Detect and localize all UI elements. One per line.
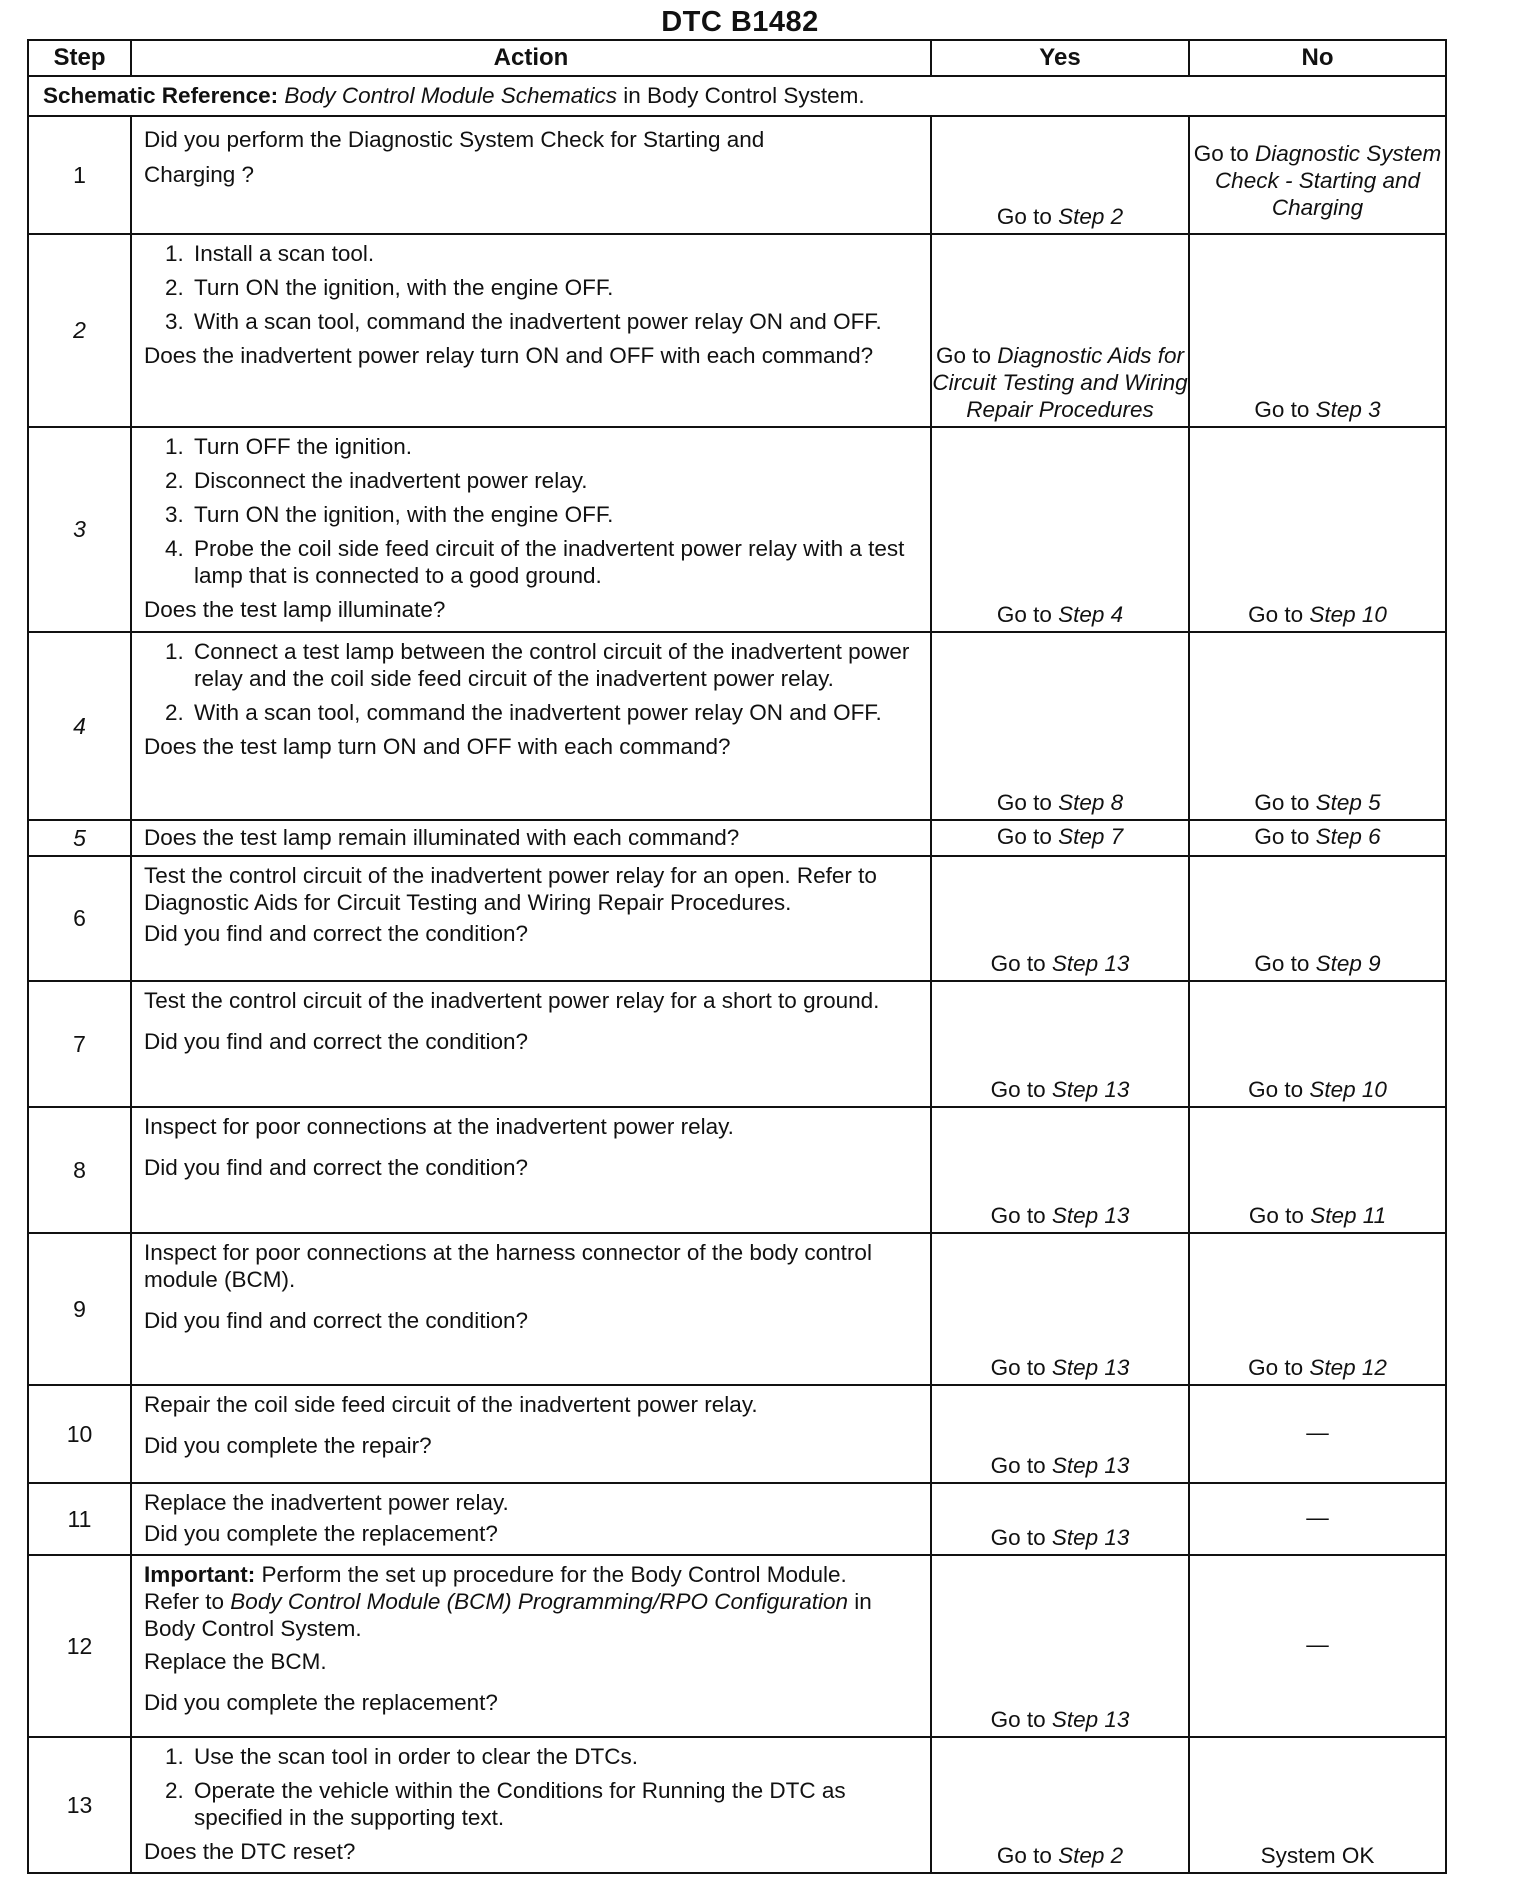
header-action: Action <box>131 40 931 76</box>
table-row <box>28 1483 1446 1555</box>
no-cell: System OK <box>1189 1737 1446 1873</box>
list-item: 1. Turn OFF the ignition. <box>190 433 922 460</box>
instruction-list <box>144 638 922 726</box>
list-item: 2. With a scan tool, command the inadvertent power relay ON and OFF. <box>190 699 922 726</box>
step-number: 5 <box>28 820 131 856</box>
table-row <box>28 1385 1446 1483</box>
step-number: 7 <box>28 981 131 1107</box>
action-cell <box>131 981 931 1107</box>
instruction-text: Repair the coil side feed circuit of the inadvertent power relay. <box>144 1392 758 1417</box>
goto-label: Go to <box>1254 951 1316 976</box>
goto-label: Go to <box>996 204 1059 229</box>
yes-target: Step 13 <box>1051 1203 1130 1228</box>
no-cell <box>1189 234 1446 427</box>
goto-label: Go to <box>990 1203 1052 1228</box>
yes-cell <box>931 427 1189 632</box>
goto-label: Go to <box>1254 790 1316 815</box>
yes-target: Step 13 <box>1051 1077 1130 1102</box>
yes-target: Step 13 <box>1051 1453 1130 1478</box>
no-cell <box>1189 116 1446 234</box>
yes-target: Step 13 <box>1051 1355 1130 1380</box>
goto-label: Go to <box>990 1453 1052 1478</box>
step-number: 6 <box>28 856 131 981</box>
list-item: 1. Use the scan tool in order to clear the DTCs. <box>190 1743 922 1770</box>
step-number: 8 <box>28 1107 131 1233</box>
no-target: Step 11 <box>1310 1203 1387 1228</box>
important-text: Perform the set up procedure for the Body Control Module. Refer to <box>144 1562 847 1614</box>
goto-label: Go to <box>1248 602 1310 627</box>
no-cell: — <box>1189 1483 1446 1555</box>
action-cell <box>131 234 931 427</box>
question-text: Did you complete the repair? <box>144 1433 432 1458</box>
instruction-text: Replace the BCM. <box>144 1649 327 1674</box>
schematic-link: Body Control Module Schematics <box>284 83 618 108</box>
diagnostic-table <box>27 39 1447 1874</box>
goto-label: Go to <box>990 1707 1052 1732</box>
table-row <box>28 116 1446 234</box>
yes-cell <box>931 1483 1189 1555</box>
step-number: 2 <box>28 234 131 427</box>
goto-label: Go to <box>1248 1355 1310 1380</box>
no-cell <box>1189 632 1446 820</box>
schematic-row <box>28 76 1446 116</box>
no-cell <box>1189 820 1446 856</box>
important-label: Important: <box>144 1562 256 1587</box>
step-number: 11 <box>28 1483 131 1555</box>
table-row <box>28 1107 1446 1233</box>
goto-label: Go to <box>996 790 1059 815</box>
table-row <box>28 1555 1446 1737</box>
yes-cell <box>931 116 1189 234</box>
header-no: No <box>1189 40 1446 76</box>
yes-target: Step 2 <box>1058 204 1124 229</box>
yes-target: Step 8 <box>1058 790 1124 815</box>
step-number: 1 <box>28 116 131 234</box>
no-target: Step 9 <box>1315 951 1381 976</box>
action-cell <box>131 427 931 632</box>
goto-label: Go to <box>996 602 1059 627</box>
yes-cell <box>931 1555 1189 1737</box>
instruction-list <box>144 1743 922 1831</box>
yes-cell <box>931 1107 1189 1233</box>
table-row <box>28 427 1446 632</box>
important-note <box>144 1561 884 1642</box>
no-cell <box>1189 856 1446 981</box>
list-item: 4. Probe the coil side feed circuit of the inadvertent power relay with a test lamp that is connected to a good ground. <box>190 535 922 589</box>
action-cell <box>131 1107 931 1233</box>
table-row <box>28 856 1446 981</box>
question-text: Does the test lamp remain illuminated with each command? <box>144 825 740 850</box>
action-cell <box>131 820 931 856</box>
yes-cell <box>931 1233 1189 1385</box>
list-item: 1. Connect a test lamp between the control circuit of the inadvertent power relay and the coil side feed circuit of the inadvertent power relay. <box>190 638 922 692</box>
table-row <box>28 632 1446 820</box>
table-row <box>28 1737 1446 1873</box>
step-number: 9 <box>28 1233 131 1385</box>
no-cell <box>1189 427 1446 632</box>
goto-label: Go to <box>990 951 1052 976</box>
schematic-suffix: in Body Control System. <box>617 83 865 108</box>
schematic-label: Schematic Reference: <box>43 83 279 108</box>
no-target: Step 3 <box>1315 397 1381 422</box>
goto-label: Go to <box>1248 1203 1311 1228</box>
goto-label: Go to <box>990 1355 1052 1380</box>
header-row <box>28 40 1446 76</box>
no-target: Step 6 <box>1315 824 1381 849</box>
table-row <box>28 820 1446 856</box>
yes-cell <box>931 1385 1189 1483</box>
action-cell <box>131 1483 931 1555</box>
yes-cell <box>931 1737 1189 1873</box>
instruction-text: Inspect for poor connections at the harness connector of the body control module (BCM). <box>144 1240 872 1292</box>
goto-label: Go to <box>990 1525 1052 1550</box>
no-target: Diagnostic System Check - Starting and Charging <box>1214 141 1442 220</box>
question-text: Does the DTC reset? <box>144 1839 356 1864</box>
action-cell <box>131 116 931 234</box>
step-number: 4 <box>28 632 131 820</box>
goto-label: Go to <box>1254 397 1316 422</box>
goto-label: Go to <box>1254 824 1316 849</box>
yes-cell <box>931 856 1189 981</box>
no-target: Step 10 <box>1309 602 1387 627</box>
yes-target: Step 2 <box>1058 1843 1124 1868</box>
step-number: 10 <box>28 1385 131 1483</box>
action-cell <box>131 1385 931 1483</box>
instruction-list <box>144 240 922 335</box>
goto-label: Go to <box>1193 141 1255 166</box>
no-cell <box>1189 1107 1446 1233</box>
question-text: Does the test lamp illuminate? <box>144 597 446 622</box>
no-target: Step 12 <box>1309 1355 1387 1380</box>
list-item: 3. Turn ON the ignition, with the engine OFF. <box>190 501 922 528</box>
step-number: 13 <box>28 1737 131 1873</box>
yes-target: Step 13 <box>1051 1525 1130 1550</box>
goto-label: Go to <box>1248 1077 1310 1102</box>
question-text: Did you find and correct the condition? <box>144 1155 528 1180</box>
step-number: 12 <box>28 1555 131 1737</box>
yes-target: Step 4 <box>1058 602 1124 627</box>
table-row <box>28 981 1446 1107</box>
schematic-reference <box>28 76 1446 116</box>
yes-target: Step 7 <box>1058 824 1124 849</box>
yes-target: Step 13 <box>1051 1707 1130 1732</box>
header-step: Step <box>28 40 131 76</box>
action-cell <box>131 1555 931 1737</box>
question-text: Did you perform the Diagnostic System Check for Starting and Charging ? <box>144 127 765 187</box>
action-cell <box>131 1233 931 1385</box>
list-item: 2. Disconnect the inadvertent power relay. <box>190 467 922 494</box>
table-row <box>28 234 1446 427</box>
list-item: 2. Turn ON the ignition, with the engine OFF. <box>190 274 922 301</box>
programming-link: Body Control Module (BCM) Programming/RPO Configuration <box>230 1589 849 1614</box>
instruction-text: Inspect for poor connections at the inadvertent power relay. <box>144 1114 734 1139</box>
list-item: 3. With a scan tool, command the inadvertent power relay ON and OFF. <box>190 308 922 335</box>
question-text: Does the inadvertent power relay turn ON and OFF with each command? <box>144 343 874 368</box>
action-cell <box>131 1737 931 1873</box>
yes-target: Step 13 <box>1051 951 1130 976</box>
page-title: DTC B1482 <box>661 6 819 38</box>
no-target: Step 10 <box>1309 1077 1387 1102</box>
question-text: Did you find and correct the condition? <box>144 921 528 946</box>
question-text: Did you complete the replacement? <box>144 1521 498 1546</box>
no-target: Step 5 <box>1315 790 1381 815</box>
goto-label: Go to <box>990 1077 1052 1102</box>
question-text: Did you complete the replacement? <box>144 1690 498 1715</box>
question-text: Did you find and correct the condition? <box>144 1029 528 1054</box>
yes-cell <box>931 234 1189 427</box>
step-number: 3 <box>28 427 131 632</box>
question-text: Did you find and correct the condition? <box>144 1308 528 1333</box>
list-item: 1. Install a scan tool. <box>190 240 922 267</box>
important-text-end: in Body Control System. <box>144 1589 872 1641</box>
action-cell <box>131 856 931 981</box>
instruction-text: Test the control circuit of the inadvertent power relay for a short to ground. <box>144 988 880 1013</box>
instruction-text: Replace the inadvertent power relay. <box>144 1490 509 1515</box>
yes-cell <box>931 820 1189 856</box>
yes-cell <box>931 981 1189 1107</box>
yes-target: Diagnostic Aids for Circuit Testing and Wiring Repair Procedures <box>932 343 1188 422</box>
goto-label: Go to <box>996 824 1059 849</box>
instruction-text: Test the control circuit of the inadvertent power relay for an open. Refer to Diagnostic Aids for Circuit Testing and Wiring Repair Procedures. <box>144 863 877 915</box>
goto-label: Go to <box>935 343 998 368</box>
header-yes: Yes <box>931 40 1189 76</box>
question-text: Does the test lamp turn ON and OFF with each command? <box>144 734 731 759</box>
list-item: 2. Operate the vehicle within the Conditions for Running the DTC as specified in the supporting text. <box>190 1777 922 1831</box>
no-cell <box>1189 981 1446 1107</box>
action-cell <box>131 632 931 820</box>
no-cell: — <box>1189 1555 1446 1737</box>
table-row <box>28 1233 1446 1385</box>
yes-cell <box>931 632 1189 820</box>
instruction-list <box>144 433 922 589</box>
goto-label: Go to <box>996 1843 1059 1868</box>
no-cell <box>1189 1233 1446 1385</box>
no-cell: — <box>1189 1385 1446 1483</box>
